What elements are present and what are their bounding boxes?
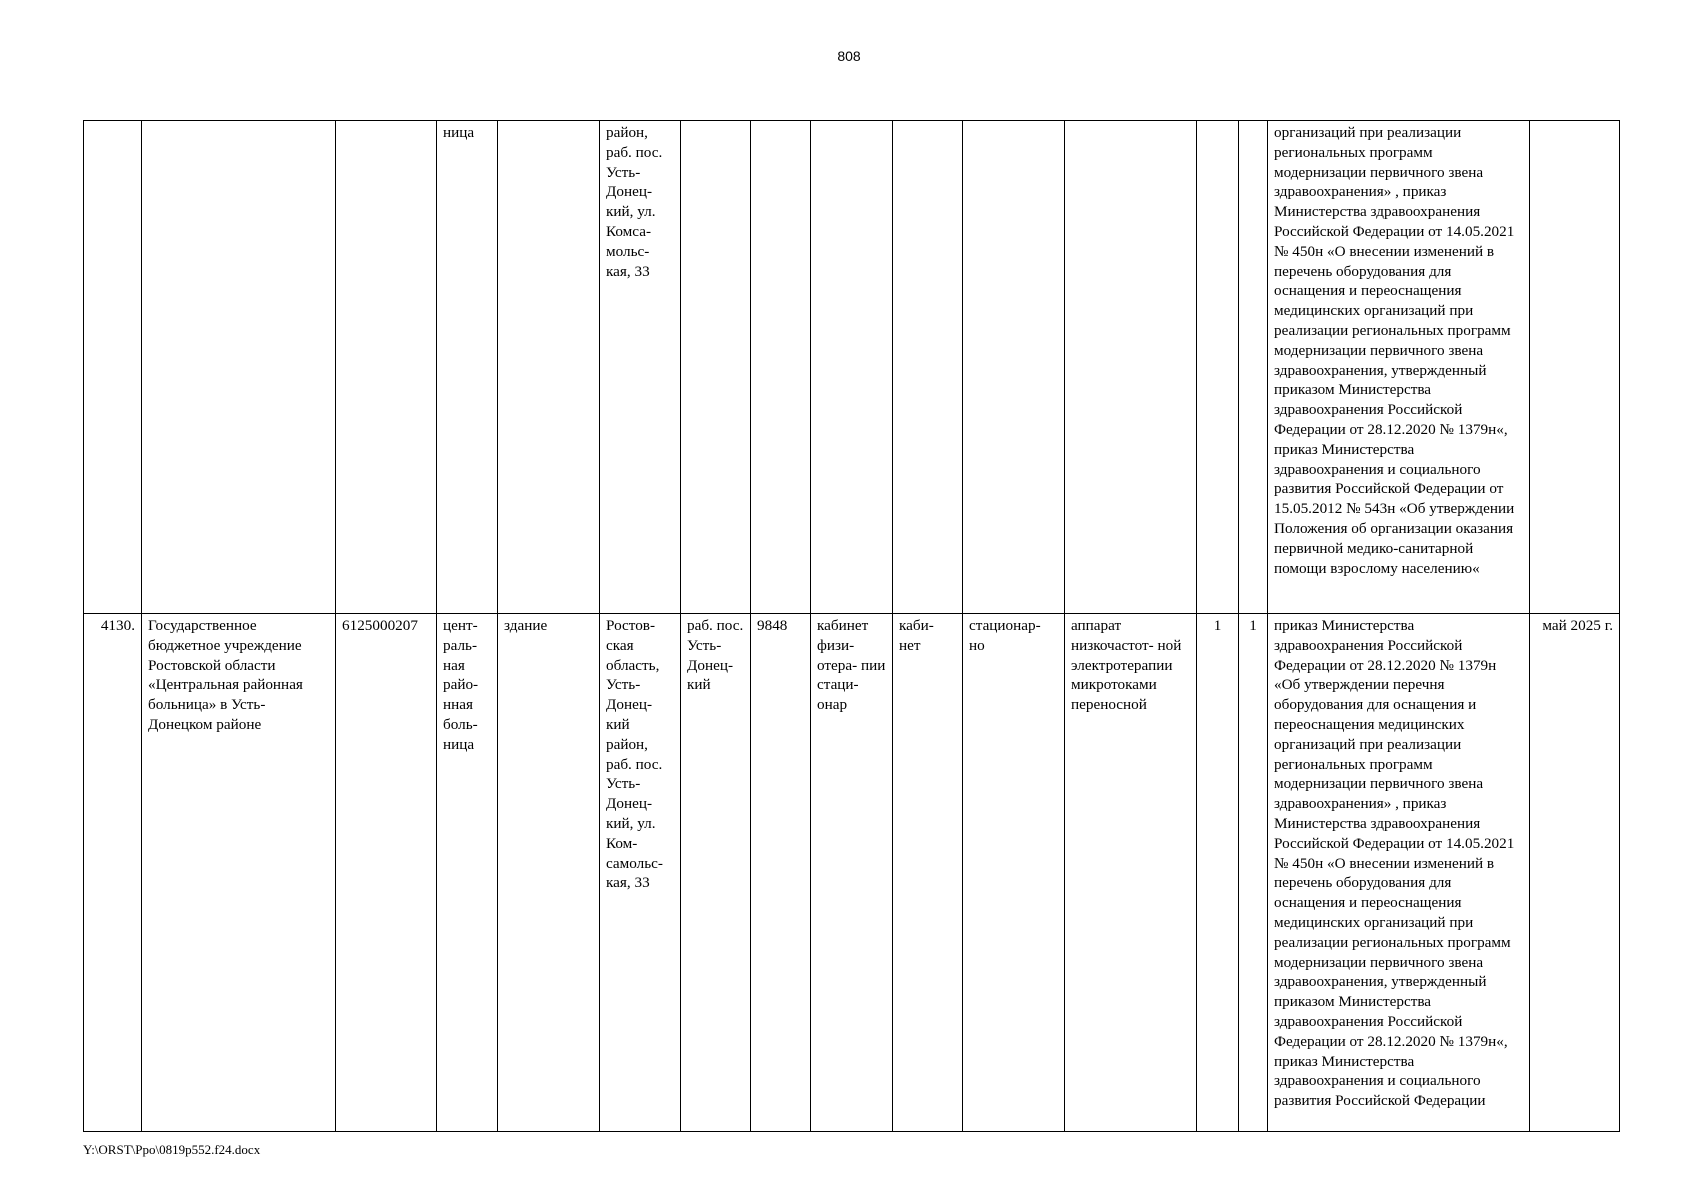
organization-type-cell: цент- раль- ная райо- нная боль- ница [437,614,498,1132]
quantity-cell: 1 [1239,614,1268,1132]
locality-cell [681,121,751,614]
room-type-cell [893,121,963,614]
date-cell [1530,121,1620,614]
date-cell: май 2025 г. [1530,614,1620,1132]
legal-basis-cell: организаций при реализации региональных программ модернизации первичного звена здравоохранения» , приказ Министерства здравоохранения Российской Федерации от 14.05.2021 № 450н «О внесении изменений в перечень оборудования для оснащения и переоснащения медицинских организаций при реализации региональных программ модернизации первичного звена здравоохранения, утвержденный приказом Министерства здравоохранения Российской Федерации от 28.12.2020 № 1379н«, приказ Министерства здравоохранения и социального развития Российской Федерации от 15.05.2012 № 543н «Об утверждении Положения об организации оказания первичной медико-санитарной помощи взрослому населению« [1268,121,1530,614]
legal-basis-cell: приказ Министерства здравоохранения Российской Федерации от 28.12.2020 № 1379н «Об утверждении перечня оборудования для оснащения и переоснащения медицинских организаций при реализации региональных программ модернизации первичного звена здравоохранения» , приказ Министерства здравоохранения Российской Федерации от 14.05.2021 № 450н «О внесении изменений в перечень оборудования для оснащения и переоснащения медицинских организаций при реализации региональных программ модернизации первичного звена здравоохранения, утвержденный приказом Министерства здравоохранения Российской Федерации от 28.12.2020 № 1379н«, приказ Министерства здравоохранения и социального развития Российской Федерации [1268,614,1530,1132]
address-cell: район, раб. пос. Усть- Донец- кий, ул. Комса- мольс- кая, 33 [600,121,681,614]
table-row [84,121,1620,614]
organization-name-cell [142,121,336,614]
mode-cell [963,121,1065,614]
row-number-cell [84,121,142,614]
mode-cell: стационар- но [963,614,1065,1132]
quantity-cell [1197,121,1239,614]
address-cell: Ростов- ская область, Усть- Донец- кий район, раб. пос. Усть- Донец- кий, ул. Ком- самольс- кая, 33 [600,614,681,1132]
room-type-cell: каби- нет [893,614,963,1132]
equipment-cell [1065,121,1197,614]
locality-cell: раб. пос. Усть- Донец- кий [681,614,751,1132]
room-cell: кабинет физи- отера- пии стаци- онар [811,614,893,1132]
equipment-cell: аппарат низкочастот- ной электротерапии микротоками переносной [1065,614,1197,1132]
organization-name-cell: Государственное бюджетное учреждение Ростовской области «Центральная районная больница» в Усть-Донецком районе [142,614,336,1132]
object-cell [498,121,600,614]
page-number: 808 [837,48,861,64]
oktmo-cell: 9848 [751,614,811,1132]
quantity-cell: 1 [1197,614,1239,1132]
room-cell [811,121,893,614]
object-cell: здание [498,614,600,1132]
quantity-cell [1239,121,1268,614]
inn-cell [336,121,437,614]
inn-cell: 6125000207 [336,614,437,1132]
equipment-table [83,120,1620,1132]
footer-file-path: Y:\ORST\Ppo\0819p552.f24.docx [83,1142,261,1157]
table-row [84,614,1620,1132]
row-number-cell: 4130. [84,614,142,1132]
organization-type-cell: ница [437,121,498,614]
oktmo-cell [751,121,811,614]
